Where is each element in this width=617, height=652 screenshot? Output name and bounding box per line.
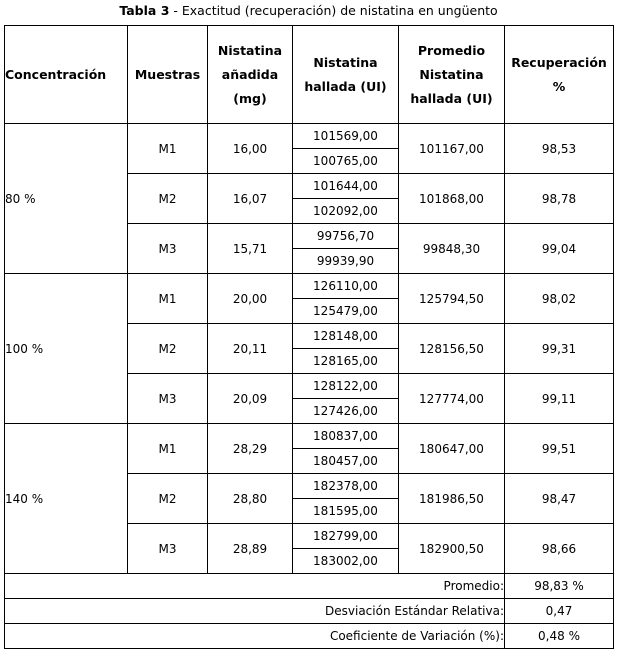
found-cell: 128165,00 [293,349,399,374]
caption-text: - Exactitud (recuperación) de nistatina en ungüento [169,3,498,18]
recovery-cell: 99,04 [505,224,614,274]
found-cell: 128122,00 [293,374,399,399]
sample-name-cell: M2 [128,324,208,374]
concentration-cell: 140 % [5,424,128,574]
mean-found-cell: 127774,00 [399,374,505,424]
found-cell: 126110,00 [293,274,399,299]
sample-name-cell: M1 [128,424,208,474]
recovery-table [4,25,614,649]
added-cell: 20,09 [208,374,293,424]
sample-name-cell: M1 [128,274,208,324]
caption-label: Tabla 3 [119,3,170,18]
header-recovery: Recuperación % [505,26,614,124]
found-cell: 101644,00 [293,174,399,199]
added-cell: 20,00 [208,274,293,324]
header-added: Nistatina añadida (mg) [208,26,293,124]
header-concentration: Concentración [5,26,128,124]
found-cell: 101569,00 [293,124,399,149]
concentration-cell: 100 % [5,274,128,424]
summary-label: Coeficiente de Variación (%): [5,624,505,649]
found-cell: 100765,00 [293,149,399,174]
found-cell: 99939,90 [293,249,399,274]
found-cell: 182799,00 [293,524,399,549]
recovery-cell: 98,53 [505,124,614,174]
summary-row [5,599,614,624]
table-row [5,124,614,149]
added-cell: 20,11 [208,324,293,374]
found-cell: 181595,00 [293,499,399,524]
recovery-cell: 98,02 [505,274,614,324]
table-caption [0,2,617,20]
found-cell: 182378,00 [293,474,399,499]
mean-found-cell: 99848,30 [399,224,505,274]
recovery-cell: 99,11 [505,374,614,424]
found-cell: 180837,00 [293,424,399,449]
header-samples: Muestras [128,26,208,124]
added-cell: 28,89 [208,524,293,574]
mean-found-cell: 125794,50 [399,274,505,324]
recovery-cell: 99,51 [505,424,614,474]
mean-found-cell: 181986,50 [399,474,505,524]
found-cell: 180457,00 [293,449,399,474]
sample-name-cell: M3 [128,224,208,274]
summary-label: Desviación Estándar Relativa: [5,599,505,624]
sample-name-cell: M3 [128,524,208,574]
table-row [5,274,614,299]
added-cell: 28,80 [208,474,293,524]
added-cell: 16,00 [208,124,293,174]
recovery-cell: 98,66 [505,524,614,574]
table-row [5,424,614,449]
added-cell: 16,07 [208,174,293,224]
summary-label: Promedio: [5,574,505,599]
summary-value: 0,47 [505,599,614,624]
found-cell: 128148,00 [293,324,399,349]
header-mean-found: Promedio Nistatina hallada (UI) [399,26,505,124]
found-cell: 125479,00 [293,299,399,324]
found-cell: 99756,70 [293,224,399,249]
found-cell: 183002,00 [293,549,399,574]
recovery-cell: 98,78 [505,174,614,224]
summary-value: 0,48 % [505,624,614,649]
mean-found-cell: 182900,50 [399,524,505,574]
mean-found-cell: 180647,00 [399,424,505,474]
found-cell: 127426,00 [293,399,399,424]
mean-found-cell: 128156,50 [399,324,505,374]
sample-name-cell: M3 [128,374,208,424]
sample-name-cell: M2 [128,174,208,224]
recovery-cell: 98,47 [505,474,614,524]
summary-value: 98,83 % [505,574,614,599]
added-cell: 28,29 [208,424,293,474]
sample-name-cell: M1 [128,124,208,174]
mean-found-cell: 101167,00 [399,124,505,174]
sample-name-cell: M2 [128,474,208,524]
found-cell: 102092,00 [293,199,399,224]
mean-found-cell: 101868,00 [399,174,505,224]
concentration-cell: 80 % [5,124,128,274]
header-row [5,26,614,124]
summary-row [5,574,614,599]
header-found: Nistatina hallada (UI) [293,26,399,124]
added-cell: 15,71 [208,224,293,274]
summary-row [5,624,614,649]
recovery-cell: 99,31 [505,324,614,374]
